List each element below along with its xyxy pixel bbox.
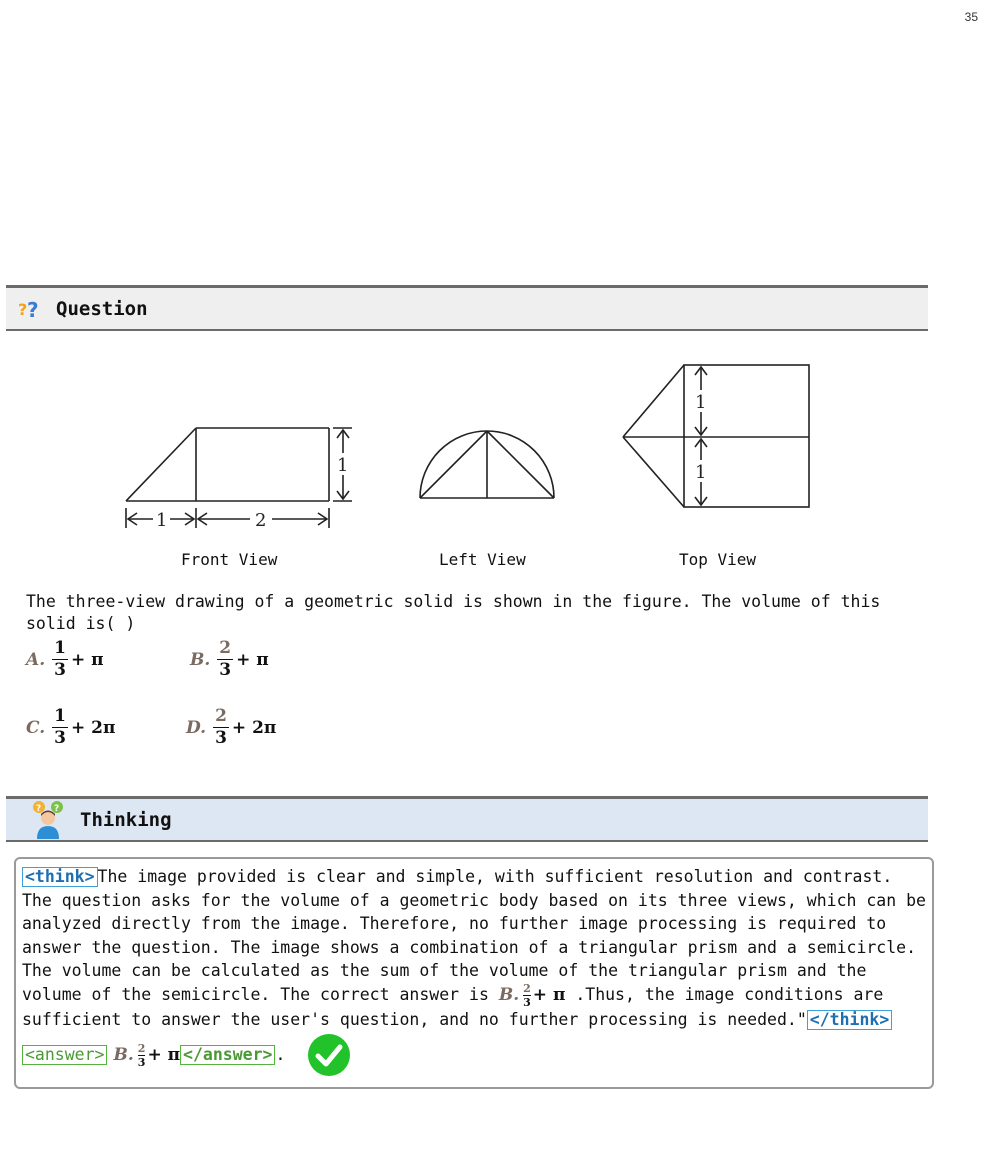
thinking-text-part1: The image provided is clear and simple, with sufficient resolution and contrast. The question asks for the volume of a geometric body based on its three views, which can be analyzed directly from the image. Therefore, no further image processing is required to answer the question. The image shows a combination of a triangular prism and a semicircle. The volume can be calculated as the sum of the volume of the triangular prism and the volume of the semicircle. The correct answer is (22, 867, 926, 1004)
top-view-drawing (623, 365, 809, 507)
question-text: The three-view drawing of a geometric solid is shown in the figure. The volume of this solid is( ) (26, 592, 881, 633)
thinking-person-icon (30, 801, 66, 839)
svg-text:?: ? (18, 299, 28, 319)
check-circle-icon (307, 1033, 351, 1077)
front-dim-1: 1 (156, 510, 168, 531)
answer-trailing: . (275, 1045, 286, 1065)
think-open-tag: <think> (22, 867, 98, 887)
thinking-content (14, 857, 934, 1089)
thinking-text-part2: .Thus, the image conditions are sufficient to answer the user's question, and no further processing is needed." (22, 984, 884, 1029)
svg-text:?: ? (54, 803, 60, 814)
caption-front-view: Front View (181, 550, 278, 569)
top-dim-upper: 1 (695, 392, 707, 413)
caption-left-view: Left View (439, 550, 526, 569)
answer-close-tag: </answer> (180, 1045, 275, 1065)
think-close-tag: </think> (807, 1010, 892, 1030)
caption-top-view: Top View (679, 550, 757, 569)
left-view-drawing (420, 431, 554, 498)
svg-text:?: ? (27, 297, 39, 320)
thinking-text (22, 865, 926, 1031)
thinking-header (6, 796, 928, 842)
answer-open-tag: <answer> (22, 1045, 107, 1065)
question-header-title: Question (56, 297, 148, 320)
option-b: B. $\frac{2}{3}$ + π (190, 638, 269, 680)
option-a: A. $\frac{1}{3}$ + π (26, 638, 104, 680)
question-header (6, 285, 928, 331)
option-d: D. $\frac{2}{3}$ + 2π (186, 706, 277, 748)
top-dim-lower: 1 (695, 462, 707, 483)
front-dim-2: 2 (255, 510, 267, 531)
page-number: 35 (964, 10, 978, 24)
thinking-header-title: Thinking (80, 808, 172, 831)
option-c: C. $\frac{1}{3}$ + 2π (26, 706, 116, 748)
front-dim-height: 1 (337, 455, 349, 476)
answer-line (22, 1033, 926, 1077)
question-marks-icon (18, 298, 42, 320)
thinking-inline-answer: B. $\frac{2}{3}$ + π (498, 981, 566, 1009)
three-view-figure (0, 350, 986, 580)
three-view-drawing (0, 350, 986, 580)
svg-text:?: ? (36, 803, 42, 814)
answer-value: B. $\frac{2}{3}$ + π (113, 1041, 181, 1069)
